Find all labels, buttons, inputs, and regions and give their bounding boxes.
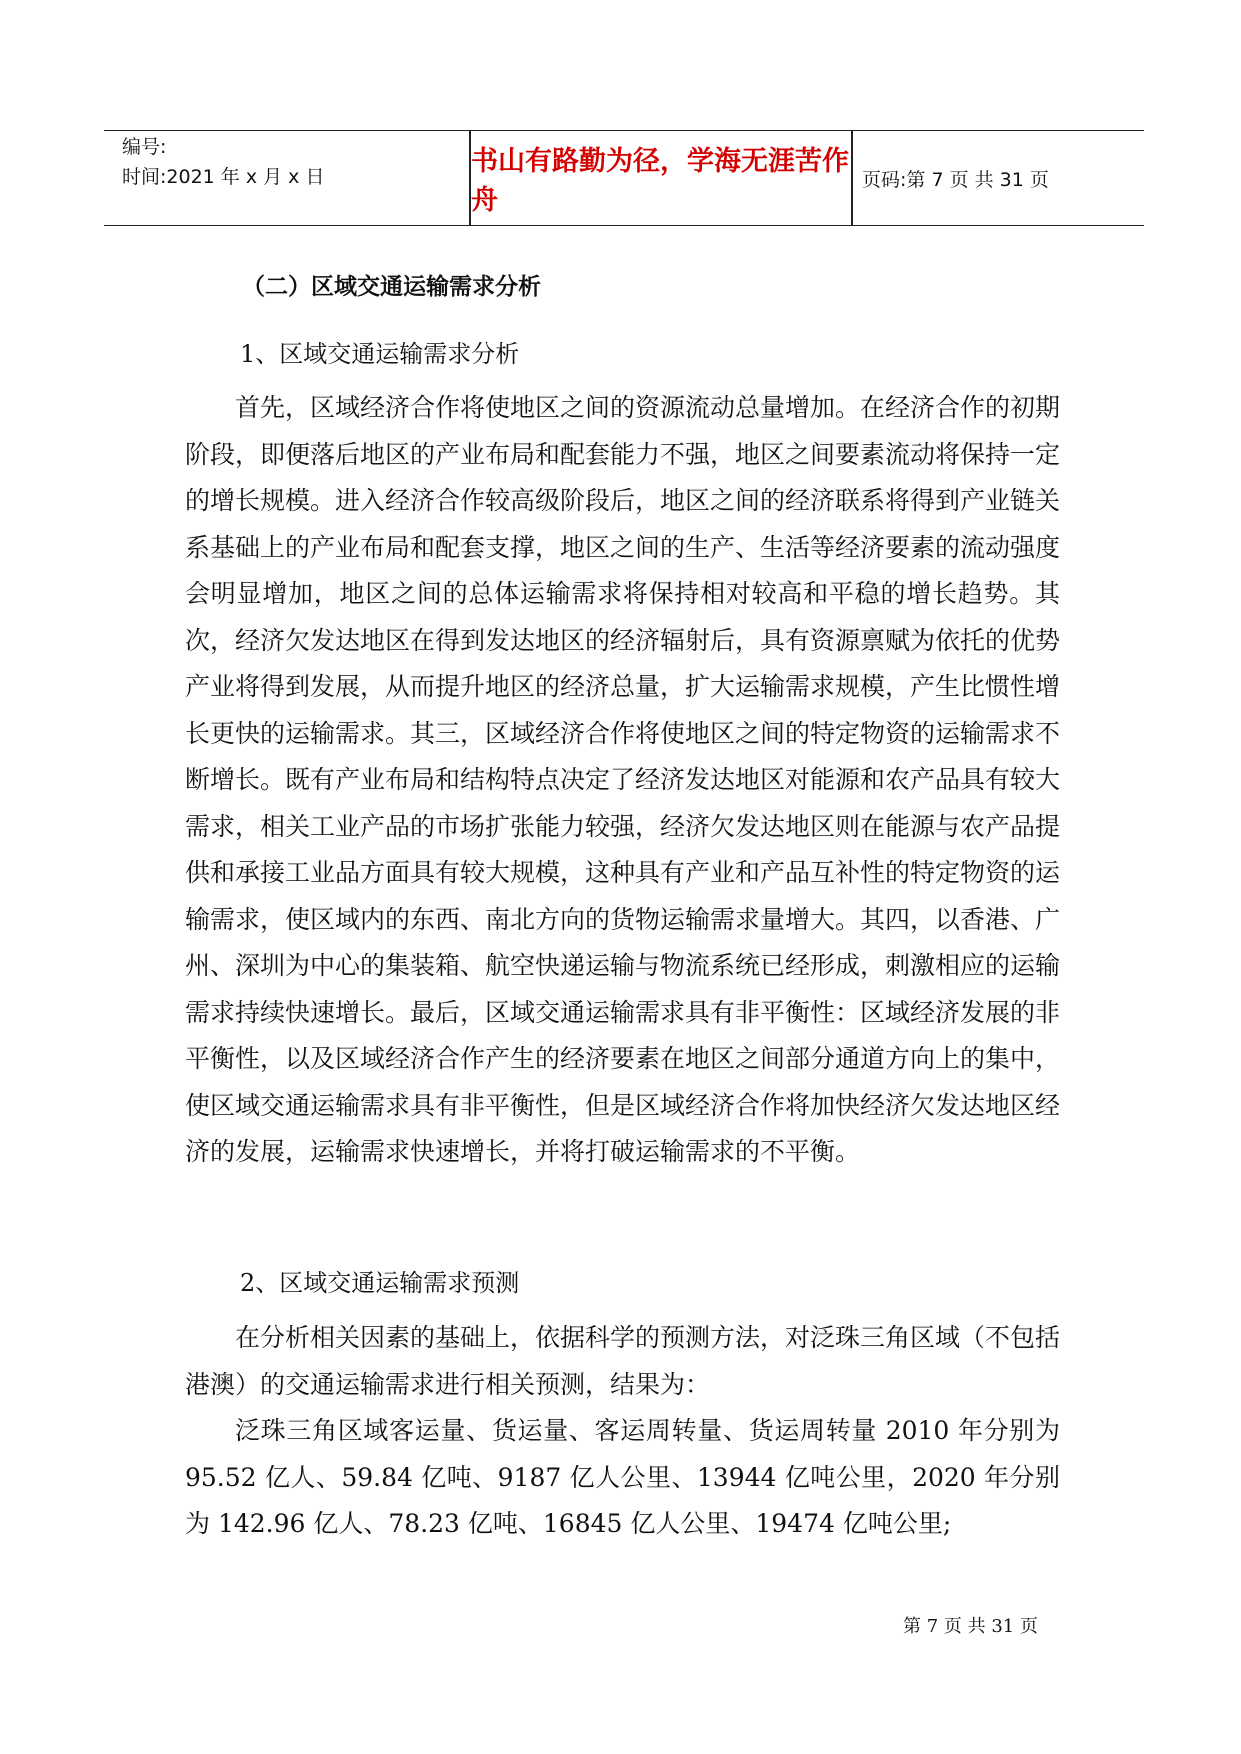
page-header: [104, 130, 1144, 226]
footer-page-number: 第 7 页 共 31 页: [903, 1616, 1038, 1637]
subsection-heading: 1、区域交通运输需求分析: [240, 340, 520, 368]
body-paragraph: 首先，区域经济合作将使地区之间的资源流动总量增加。在经济合作的初期阶段，即便落后地区的产业布局和配套能力不强，地区之间要素流动将保持一定的增长规模。进入经济合作较高级阶段后，地区之间的经济联系将得到产业链关系基础上的产业布局和配套支撑，地区之间的生产、生活等经济要素的流动强度会明显增加，地区之间的总体运输需求将保持相对较高和平稳的增长趋势。其次，经济欠发达地区在得到发达地区的经济辐射后，具有资源禀赋为依托的优势产业将得到发展，从而提升地区的经济总量，扩大运输需求规模，产生比惯性增长更快的运输需求。其三，区域经济合作将使地区之间的特定物资的运输需求不断增长。既有产业布局和结构特点决定了经济发达地区对能源和农产品具有较大需求，相关工业产品的市场扩张能力较强，经济欠发达地区则在能源与农产品提供和承接工业品方面具有较大规模，这种具有产业和产品互补性的特定物资的运输需求，使区域内的东西、南北方向的货物运输需求量增大。其四，以香港、广州、深圳为中心的集装箱、航空快递运输与物流系统已经形成，刺激相应的运输需求持续快速增长。最后，区域交通运输需求具有非平衡性：区域经济发展的非平衡性，以及区域经济合作产生的经济要素在地区之间部分通道方向上的集中，使区域交通运输需求具有非平衡性，但是区域经济合作将加快经济欠发达地区经济的发展，运输需求快速增长，并将打破运输需求的不平衡。: [185, 393, 1061, 1166]
subsection-heading: 2、区域交通运输需求预测: [240, 1269, 520, 1297]
header-motto: 书山有路勤为径，学海无涯苦作舟: [471, 146, 849, 216]
header-page-number: 页码:第 7 页 共 31 页: [862, 168, 1049, 191]
header-divider: [851, 131, 853, 225]
header-info: [114, 131, 469, 225]
body-paragraph: 泛珠三角区域客运量、货运量、客运周转量、货运周转量 2010 年分别为 95.52 亿人、59.84 亿吨、9187 亿人公里、13944 亿吨公里，2020 年分别为 142.96 亿人、78.23 亿吨、16845 亿人公里、19474 亿吨公里;: [185, 1416, 1060, 1538]
document-number-label: 编号:: [122, 136, 167, 158]
body-paragraph: 在分析相关因素的基础上，依据科学的预测方法，对泛珠三角区域（不包括港澳）的交通运输需求进行相关预测，结果为：: [185, 1323, 1061, 1399]
document-time-label: 时间:2021 年 x 月 x 日: [122, 166, 325, 188]
section-title: （二）区域交通运输需求分析: [242, 274, 541, 300]
